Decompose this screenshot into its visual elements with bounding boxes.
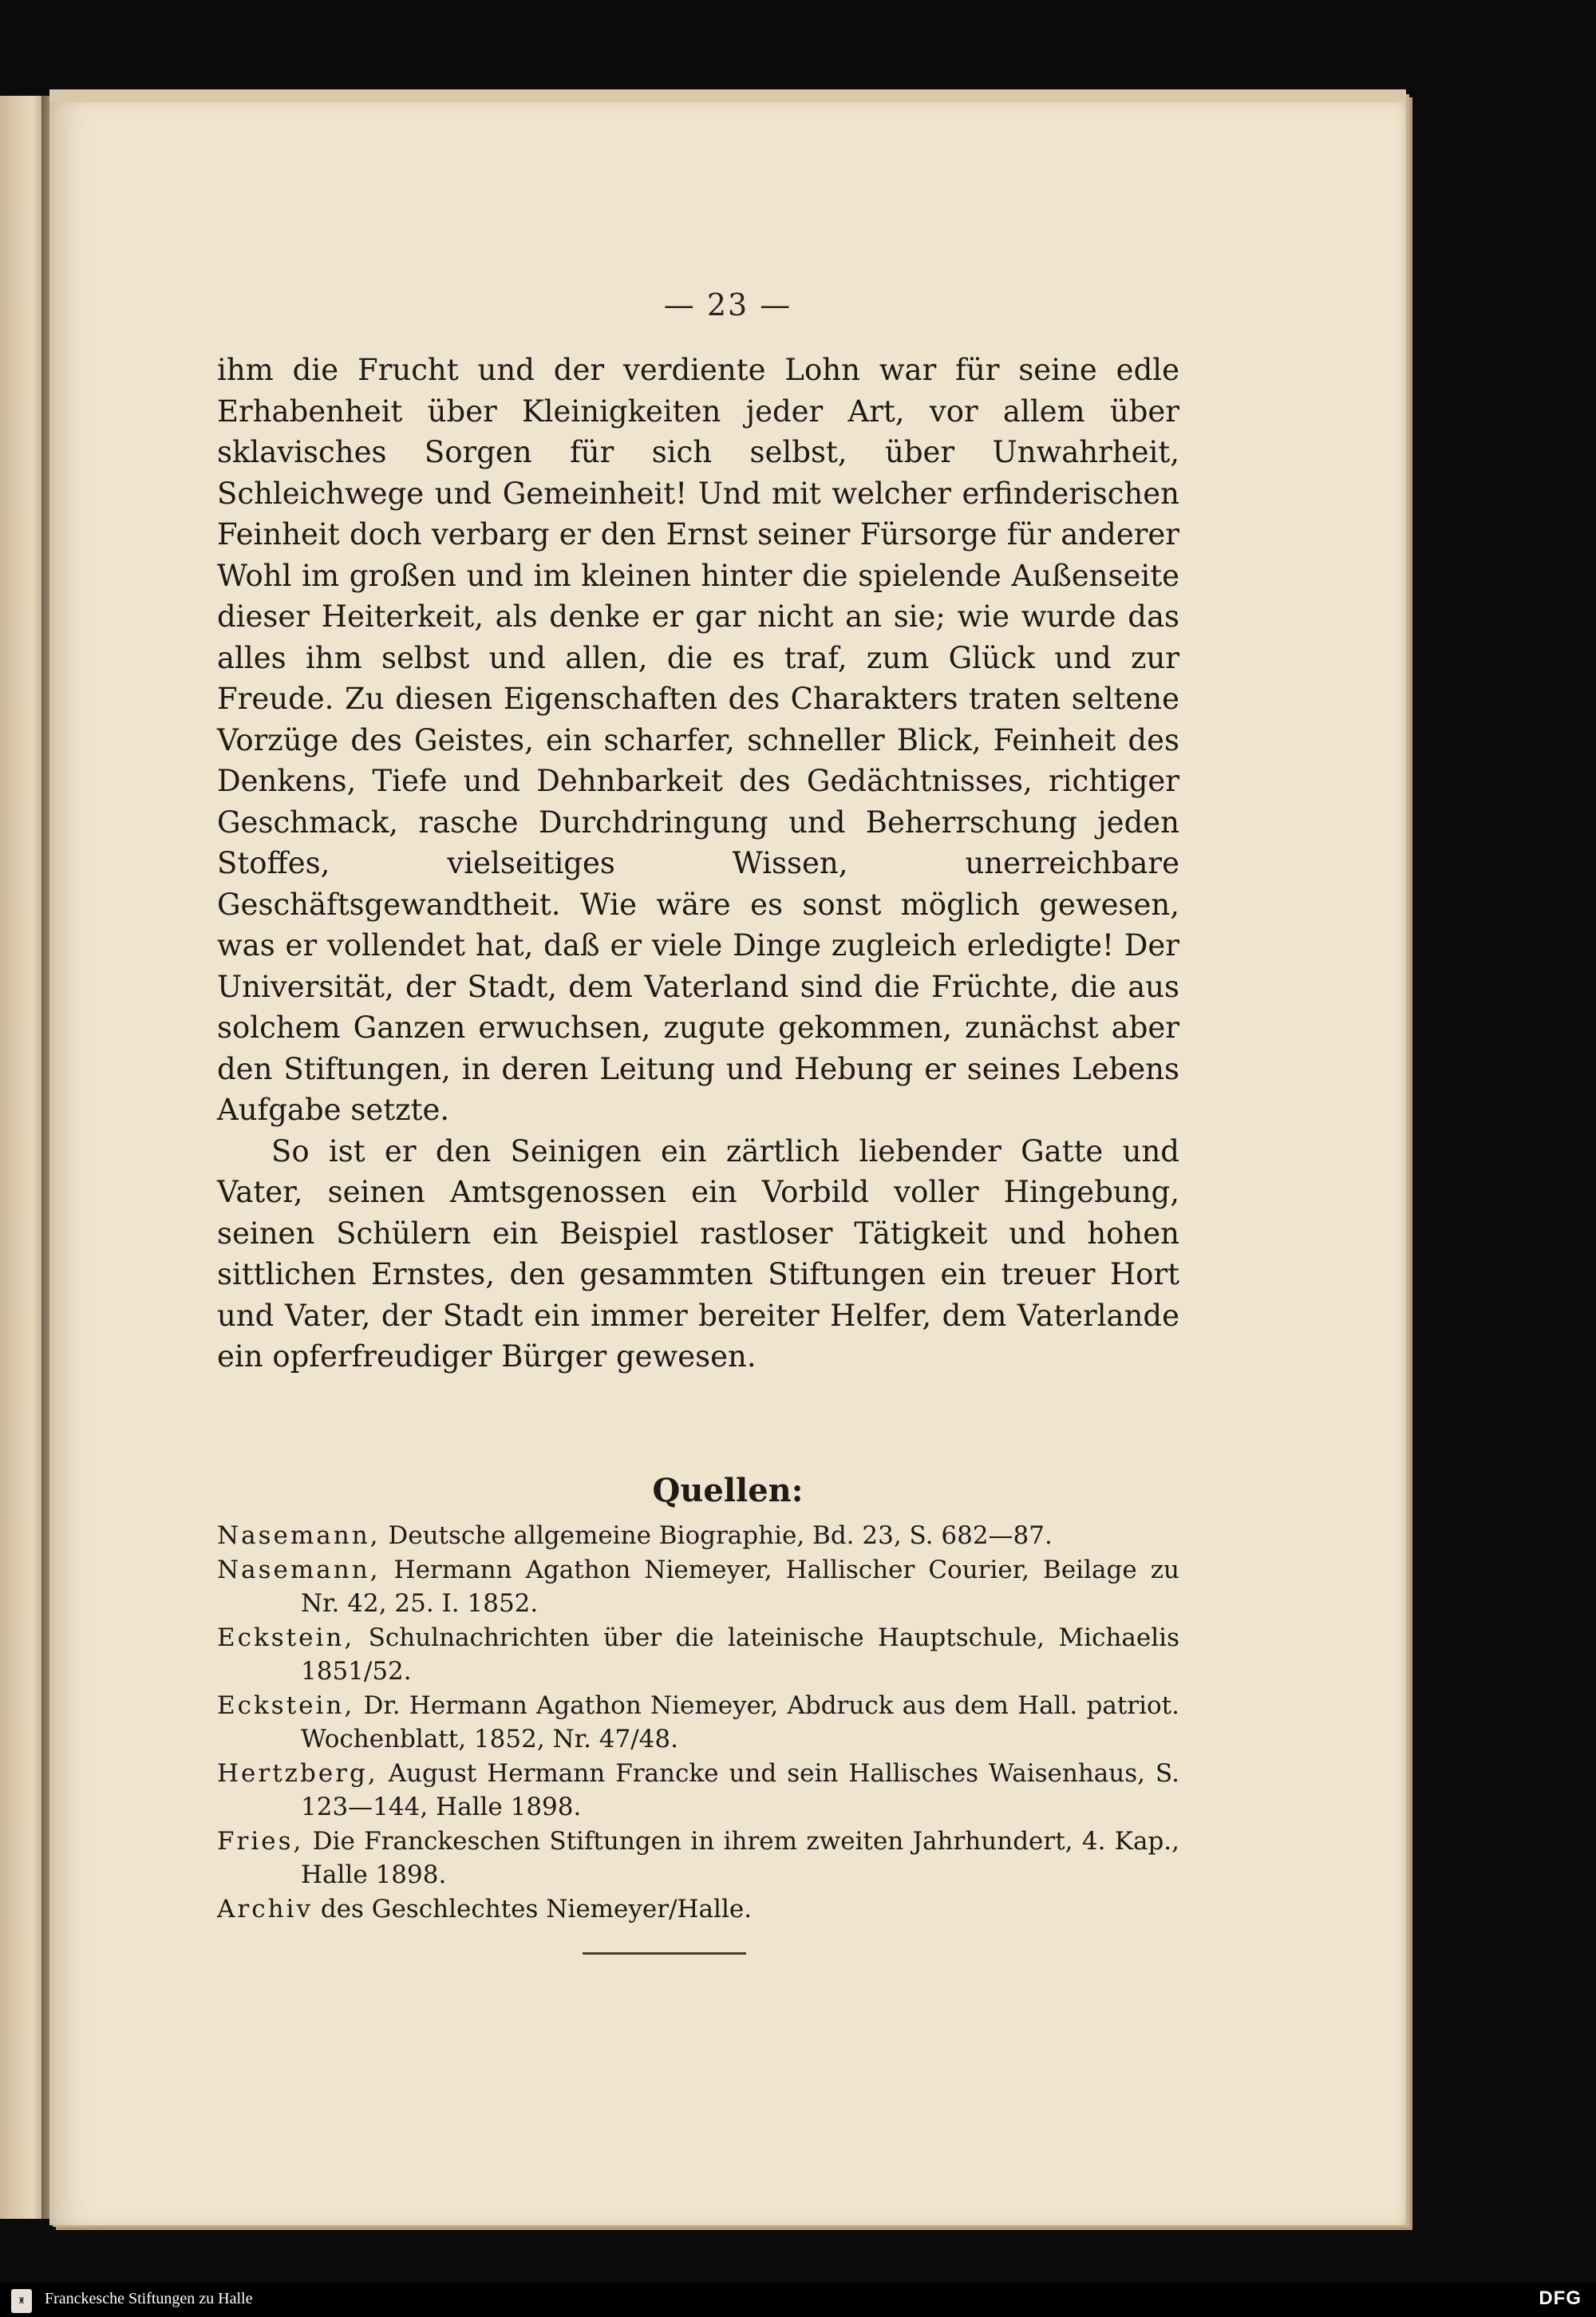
sources-list [217,1519,1179,1926]
page-number: — 23 — [663,287,792,322]
source-entry [217,1553,1179,1621]
source-entry [217,1519,1179,1553]
source-author: Nasemann, [217,1555,381,1584]
footer-bar [0,2283,1596,2317]
footer-institution: Franckesche Stiftungen zu Halle [45,2290,253,2307]
source-text: Hermann Agathon Niemeyer, Hallischer Courier, Beilage zu Nr. 42, 25. I. 1852. [301,1555,1179,1618]
body-text [217,350,1179,1378]
source-text: Die Franckeschen Stiftungen in ihrem zweiten Jahrhundert, 4. Kap., Halle 1898. [301,1826,1179,1889]
source-author: Fries, [217,1826,304,1856]
source-text: August Hermann Francke und sein Hallisches Waisenhaus, S. 123—144, Halle 1898. [301,1758,1179,1821]
source-author: Eckstein, [217,1623,355,1652]
source-author: Nasemann, [217,1521,381,1550]
dfg-logo: DFG [1539,2287,1582,2309]
source-author: Hertzberg, [217,1758,378,1788]
source-text: Schulnachrichten über die lateinische Hauptschule, Michaelis 1851/52. [301,1623,1179,1686]
paragraph: ihm die Frucht und der verdiente Lohn war für seine edle Erhabenheit über Kleinigkeiten jeder Art, vor allem über sklavisches Sorgen für sich selbst, über Unwahrheit, Schleichwege und Gemeinheit! Und mit welcher erfinderischen Feinheit doch verbarg er den Ernst seiner Fürsorge für anderer Wohl im großen und im kleinen hinter die spielende Außenseite dieser Heiterkeit, als denke er gar nicht an sie; wie wurde das alles ihm selbst und allen, die es traf, zum Glück und zur Freude. Zu diesen Eigenschaften des Charakters traten seltene Vorzüge des Geistes, ein scharfer, schneller Blick, Feinheit des Denkens, Tiefe und Dehnbarkeit des Gedächtnisses, richtiger Geschmack, rasche Durchdringung und Beherrschung jeden Stoffes, vielseitiges Wissen, unerreichbare Geschäftsgewandtheit. Wie wäre es sonst möglich gewesen, was er vollendet hat, daß er viele Dinge zugleich erledigte! Der Universität, der Stadt, dem Vaterland sind die Früchte, die aus solchem Ganzen erwuchsen, zugute gekommen, zunächst aber den Stiftungen, in deren Leitung und Hebung er seines Lebens Aufgabe setzte. [217,353,1179,1127]
paragraph: So ist er den Seinigen ein zärtlich liebender Gatte und Vater, seinen Amtsgenossen ein Vorbild voller Hingebung, seinen Schülern ein Beispiel rastloser Tätigkeit und hohen sittlichen Ernstes, den gesammten Stiftungen ein treuer Hort und Vater, der Stadt ein immer bereiter Helfer, dem Vaterlande ein opferfreudiger Bürger gewesen. [217,1133,1179,1374]
left-page-edge [0,96,46,2219]
source-entry [217,1892,1179,1927]
source-text: Dr. Hermann Agathon Niemeyer, Abdruck aus dem Hall. patriot. Wochenblatt, 1852, Nr. 47/48. [301,1690,1179,1754]
source-text: des Geschlechtes Niemeyer/Halle. [312,1894,753,1924]
closing-rule [583,1952,746,1955]
source-entry [217,1689,1179,1757]
source-author: Eckstein, [217,1690,355,1720]
book-page [49,102,1406,2225]
sources-heading: Quellen: [652,1472,804,1509]
source-entry [217,1621,1179,1689]
source-text: Deutsche allgemeine Biographie, Bd. 23, S. 682—87. [380,1521,1053,1550]
source-author: Archiv [217,1894,313,1924]
institution-logo-icon: ♜ [11,2289,32,2313]
source-entry [217,1757,1179,1825]
source-entry [217,1825,1179,1892]
